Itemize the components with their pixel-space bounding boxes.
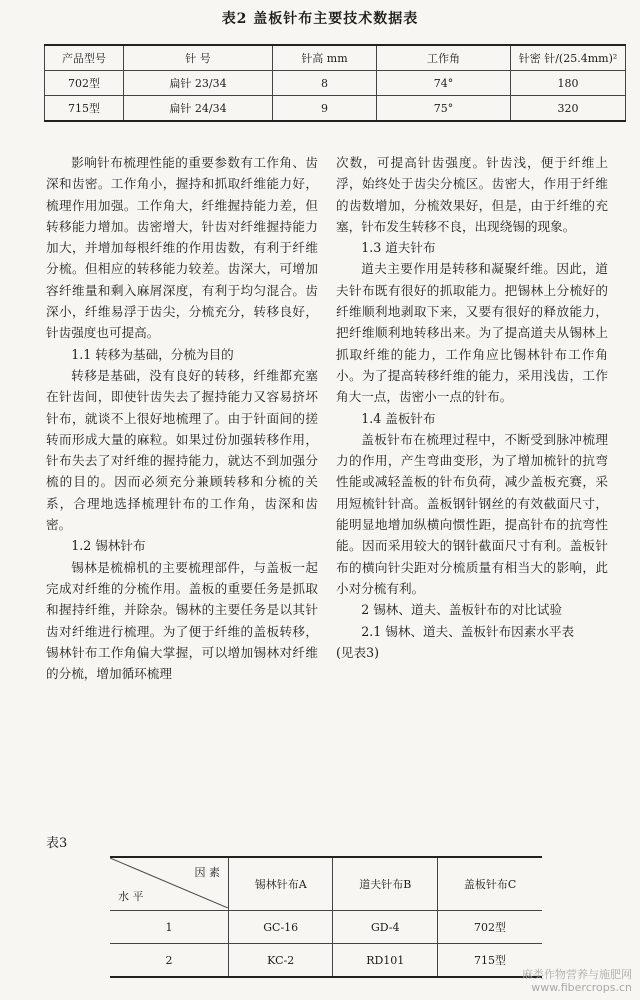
table3-corner-cell: [110, 857, 229, 911]
paragraph: 盖板针布在梳理过程中，不断受到脉冲梳理力的作用，产生弯曲变形，为了增加梳针的抗弯性能或减轻盖板的针布负荷，减少盖板充赛，采用短梳针针高。盖板钢针钢丝的有效截面尺寸，能明显地增加纵横向惯性距，提高针布的抗弯性能。因而采用较大的钢针截面尺寸有利。盖板针布的横向针尖距对分梳质量有相当大的影响，此小对分梳有利。: [336, 431, 608, 596]
table3-header: 道夫针布B: [333, 857, 438, 911]
paragraph: 影响针布梳理性能的重要参数有工作角、齿深和齿密。工作角小，握持和抓取纤维能力好，梳理作用加强。工作角大，纤维握持能力差，但转移能力增加。齿密增大，针齿对纤维握持能力加大，并增加每根纤维的作用齿数，有利于纤维分梳。但相应的转移能力较差。齿深大，可增加容纤维量和剩入麻屑深度，有利于均匀混合。齿深小，纤维易浮于齿尖，分梳充分，转移良好，针齿强度也可提高。: [46, 155, 318, 341]
table2-cell: 702型: [45, 71, 124, 96]
table3-cell: 702型: [438, 911, 542, 944]
table2-header: 针 号: [124, 45, 273, 71]
paragraph: 锡林是梳棉机的主要梳理部件，与盖板一起完成对纤维的分梳作用。盖板的重要任务是抓取和握持纤维，并除杂。锡林的主要任务是以其针齿对纤维进行梳理。为了便于纤维的盖板转移，锡林针布工作角偏大掌握，可以增加锡林对纤维的分梳，增加循环梳理: [46, 559, 318, 682]
table2-header: 产品型号: [45, 45, 124, 71]
section-heading: 1.1 转移为基础，分梳为目的: [71, 346, 234, 362]
table2-cell: 扁针 23/34: [124, 71, 273, 96]
table2-header: 针密 针/(25.4mm)²: [511, 45, 626, 71]
table2-cell: 9: [273, 96, 377, 122]
watermark-site-name: 麻类作物营养与施肥网: [522, 968, 632, 981]
paragraph: (见表3): [336, 644, 380, 660]
table3-cell: KC-2: [229, 944, 333, 978]
paragraph: 转移是基础，没有良好的转移，纤维都充塞在针齿间，即使针齿失去了握持能力又容易挤坏针布，就谈不上很好地梳理了。由于针面间的搓转而形成大量的麻粒。如果过份加强转移作用，针布失去了对纤维的握持能力，就达不到加强分梳的目的。因而必须充分兼顾转移和分梳的关系，合理地选择梳理针布的工作角，齿深和齿密。: [46, 367, 318, 533]
table2: [44, 44, 626, 122]
right-column: [336, 152, 608, 663]
table2-cell: 75°: [377, 96, 511, 122]
table3-row: [110, 911, 542, 944]
section-heading: 1.3 道夫针布: [361, 240, 436, 256]
table3-cell: GD-4: [333, 911, 438, 944]
table2-cell: 180: [511, 71, 626, 96]
left-column: [46, 152, 318, 684]
corner-factor-label: 因 素: [194, 866, 220, 879]
table3: [110, 856, 542, 978]
section-heading: 1.2 锡林针布: [71, 538, 146, 554]
table3-cell: 715型: [438, 944, 542, 978]
watermark: [522, 968, 632, 994]
section-heading: 1.4 盖板针布: [361, 410, 436, 426]
section-heading: 2 锡林、道夫、盖板针布的对比试验: [361, 602, 563, 618]
table2-row: [45, 71, 626, 96]
corner-level-label: 水 平: [118, 890, 144, 903]
table2-cell: 74°: [377, 71, 511, 96]
table2-header: 工作角: [377, 45, 511, 71]
table2-cell: 8: [273, 71, 377, 96]
paragraph: 道夫主要作用是转移和凝聚纤维。因此，道夫针布既有很好的抓取能力。把锡林上分梳好的纤维顺利地剥取下来，又要有很好的释放能力，把纤维顺利地转移出来。为了提高道夫从锡林上抓取纤维的能力，工作角应比锡林针布工作角小。为了提高转移纤维的能力，采用浅齿，工作角大一点，齿密小一点的针布。: [336, 261, 608, 405]
table2-header-row: [45, 45, 626, 71]
table3-header: 锡林针布A: [229, 857, 333, 911]
table3-cell: RD101: [333, 944, 438, 978]
table3-header: 盖板针布C: [438, 857, 542, 911]
table3-cell: 1: [110, 911, 229, 944]
table3-row: [110, 944, 542, 978]
section-heading: 2.1 锡林、道夫、盖板针布因素水平表: [361, 623, 575, 639]
table2-row: [45, 96, 626, 122]
table3-label: 表3: [46, 836, 68, 851]
paragraph: 次数，可提高针齿强度。针齿浅，便于纤维上浮，始终处于齿尖分梳区。齿密大，作用于纤维的齿数增加，分梳效果好，但是，由于纤维的充塞，针布发生转移不良，出现绕锡的现象。: [336, 155, 608, 234]
table3-cell: 2: [110, 944, 229, 978]
table2-header: 针高 mm: [273, 45, 377, 71]
watermark-url: www.fibercrops.cn: [531, 981, 632, 994]
table3-cell: GC-16: [229, 911, 333, 944]
table3-header-row: [110, 857, 542, 911]
table2-title: 表2 盖板针布主要技术数据表: [221, 11, 419, 27]
table2-cell: 715型: [45, 96, 124, 122]
table2-cell: 320: [511, 96, 626, 122]
table2-cell: 扁针 24/34: [124, 96, 273, 122]
